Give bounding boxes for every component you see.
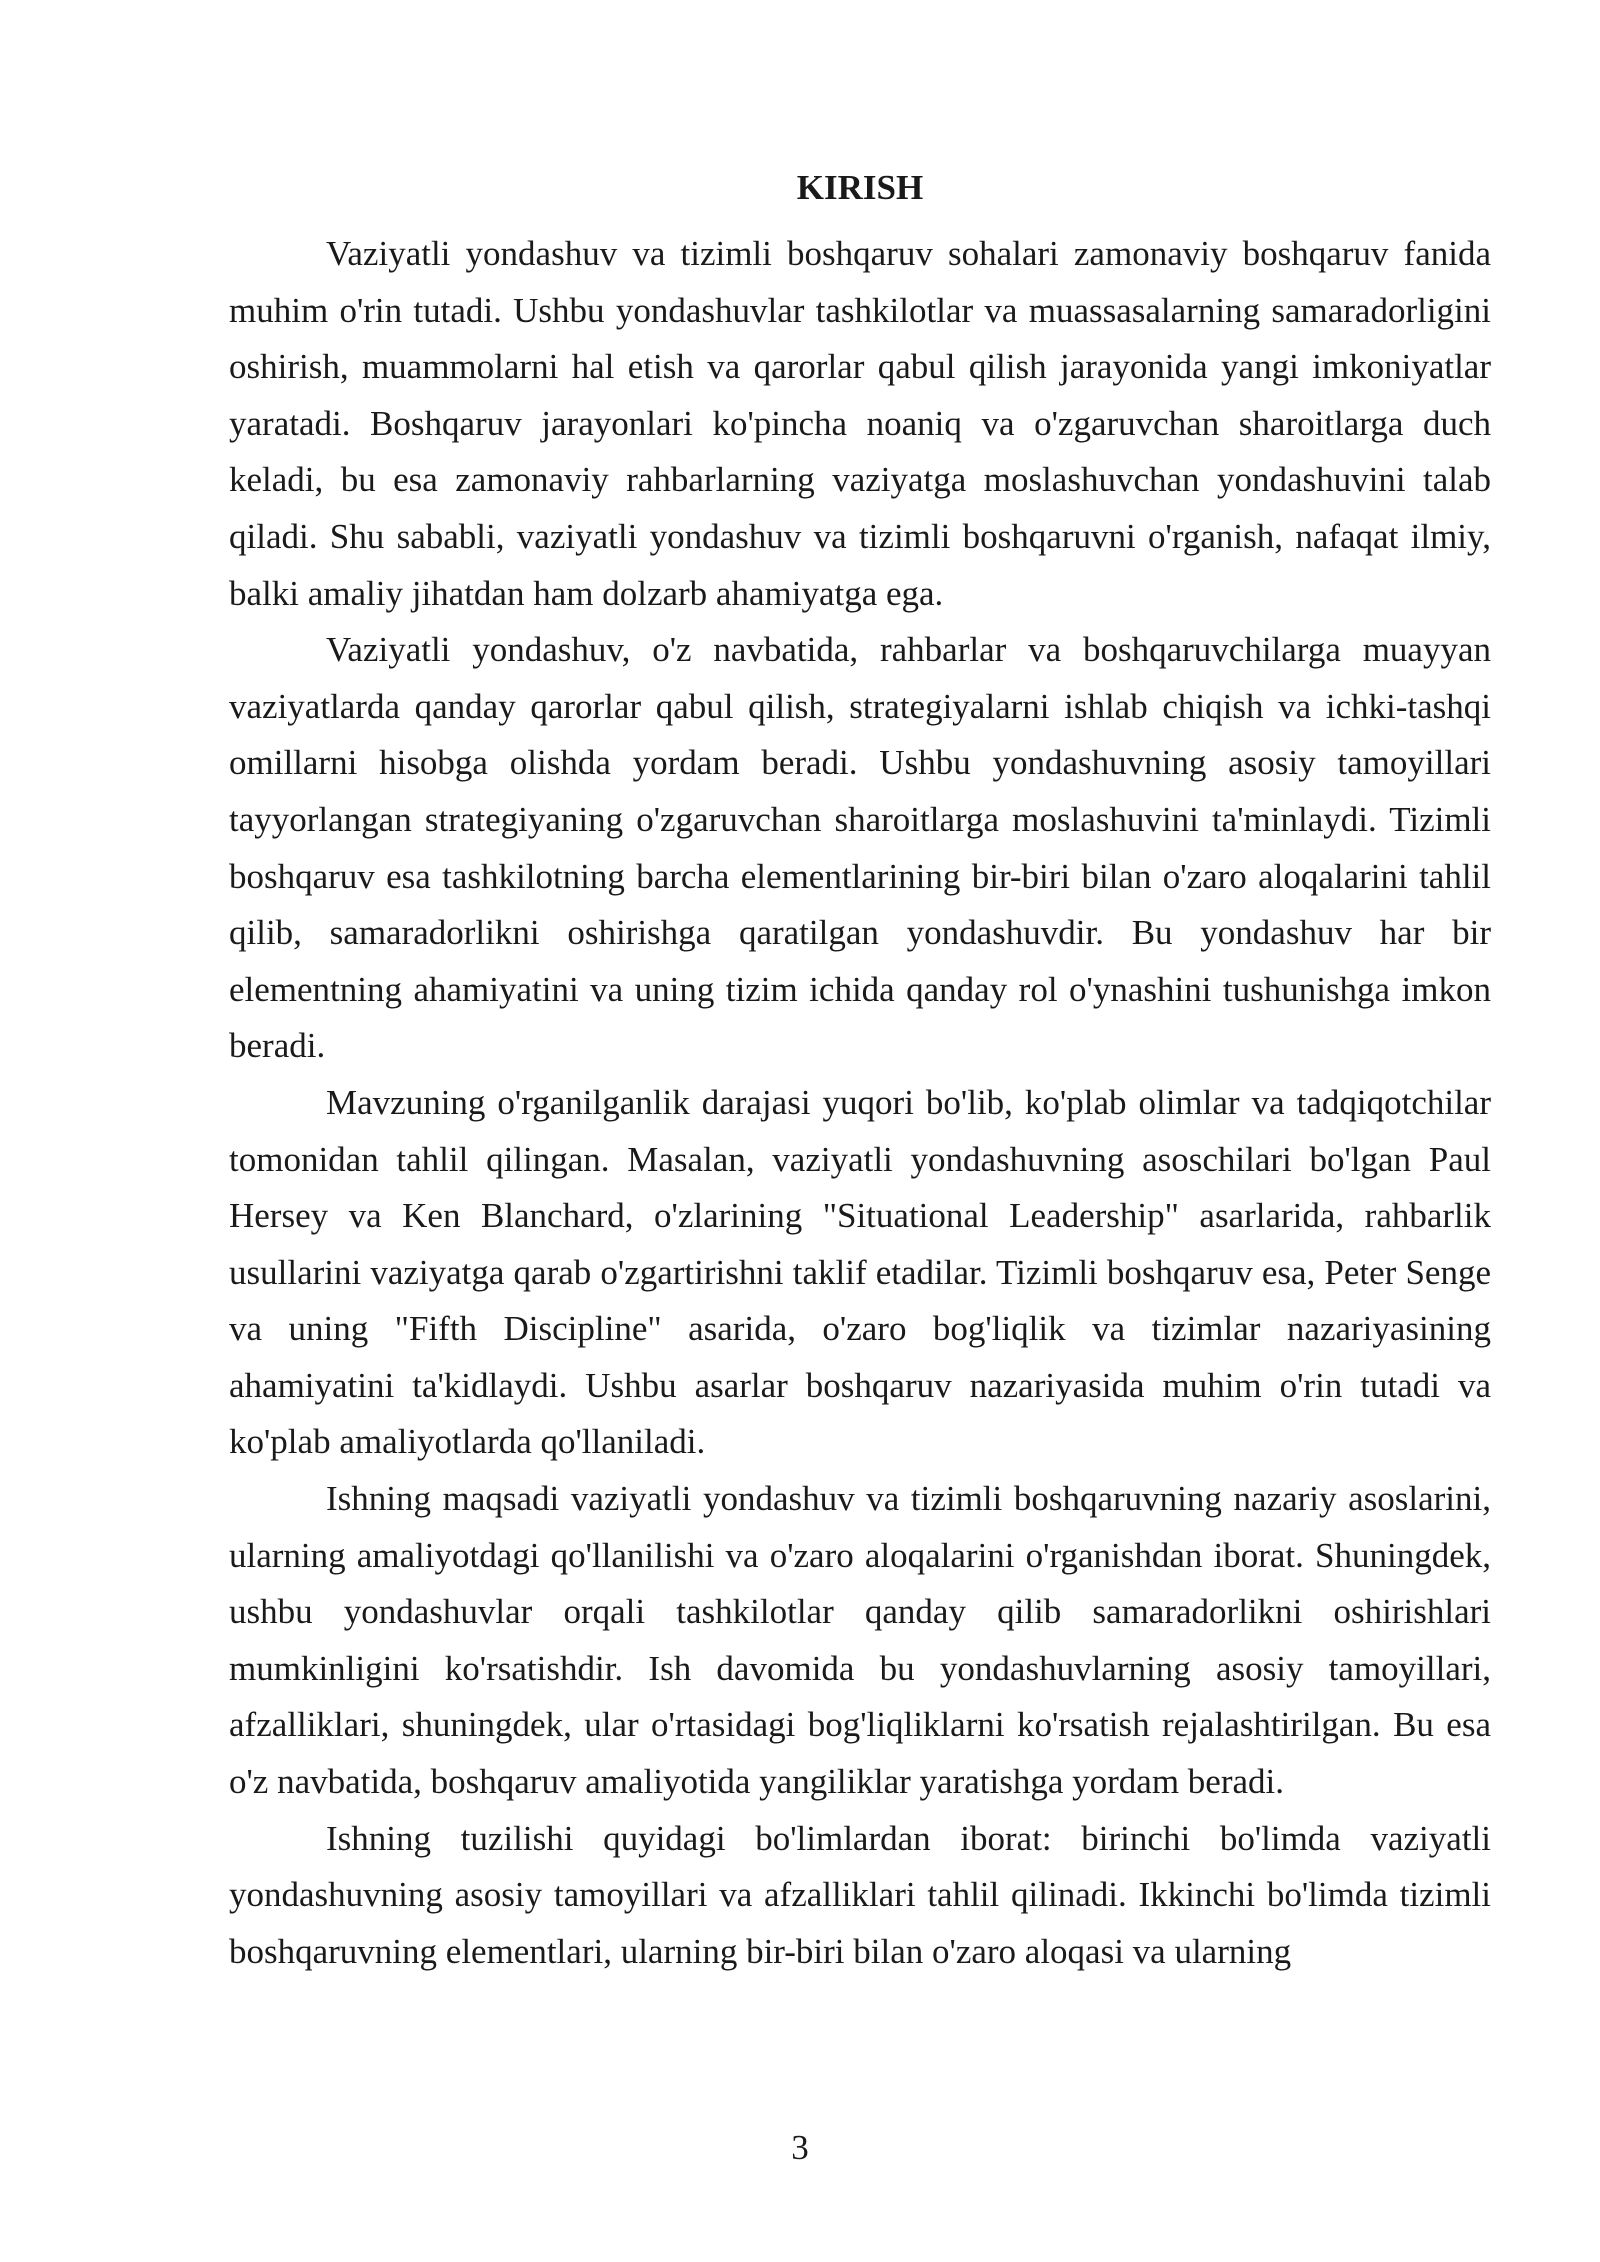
page-title: KIRISH bbox=[796, 168, 924, 207]
paragraph-2: Vaziyatli yondashuv, o'z navbatida, rahbarlar va boshqaruvchilarga muayyan vaziyatlarda qanday qarorlar qabul qilish, strategiyalarni ishlab chiqish va ichki-tashqi omillarni hisobga olishda yordam beradi. Ushbu yondashuvning asosiy tamoyillari tayyorlangan strategiyaning o'zgaruvchan sharoitlarga moslashuvini ta'minlaydi. Tizimli boshqaruv esa tashkilotning barcha elementlarining bir-biri bilan o'zaro aloqalarini tahlil qilib, samaradorlikni oshirishga qaratilgan yondashuvdir. Bu yondashuv har bir elementning ahamiyatini va uning tizim ichida qanday rol o'ynashini tushunishga imkon beradi. bbox=[229, 630, 1491, 1066]
document-page bbox=[229, 160, 1491, 1980]
paragraph-4: Ishning maqsadi vaziyatli yondashuv va tizimli boshqaruvning nazariy asoslarini, ularning amaliyotdagi qo'llanilishi va o'zaro aloqalarini o'rganishdan iborat. Shuningdek, ushbu yondashuvlar orqali tashkilotlar qanday qilib samaradorlikni oshirishlari mumkinligini ko'rsatishdir. Ish davomida bu yondashuvlarning asosiy tamoyillari, afzalliklari, shuningdek, ular o'rtasidagi bog'liqliklarni ko'rsatish rejalashtirilgan. Bu esa o'z navbatida, boshqaruv amaliyotida yangiliklar yaratishga yordam beradi. bbox=[229, 1479, 1491, 1802]
page-number: 3 bbox=[791, 2128, 809, 2167]
paragraph-3: Mavzuning o'rganilganlik darajasi yuqori bo'lib, ko'plab olimlar va tadqiqotchilar tomonidan tahlil qilingan. Masalan, vaziyatli yondashuvning asoschilari bo'lgan Paul Hersey va Ken Blanchard, o'zlarining "Situational Leadership" asarlarida, rahbarlik usullarini vaziyatga qarab o'zgartirishni taklif etadilar. Tizimli boshqaruv esa, Peter Senge va uning "Fifth Discipline" asarida, o'zaro bog'liqlik va tizimlar nazariyasining ahamiyatini ta'kidlaydi. Ushbu asarlar boshqaruv nazariyasida muhim o'rin tutadi va ko'plab amaliyotlarda qo'llaniladi. bbox=[229, 1082, 1491, 1462]
paragraph-5: Ishning tuzilishi quyidagi bo'limlardan iborat: birinchi bo'limda vaziyatli yondashuvning asosiy tamoyillari va afzalliklari tahlil qilinadi. Ikkinchi bo'limda tizimli boshqaruvning elementlari, ularning bir-biri bilan o'zaro aloqasi va ularning bbox=[229, 1818, 1491, 1971]
paragraph-1: Vaziyatli yondashuv va tizimli boshqaruv sohalari zamonaviy boshqaruv fanida muhim o'rin tutadi. Ushbu yondashuvlar tashkilotlar va muassasalarning samaradorligini oshirish, muammolarni hal etish va qarorlar qabul qilish jarayonida yangi imkoniyatlar yaratadi. Boshqaruv jarayonlari ko'pincha noaniq va o'zgaruvchan sharoitlarga duch keladi, bu esa zamonaviy rahbarlarning vaziyatga moslashuvchan yondashuvini talab qiladi. Shu sababli, vaziyatli yondashuv va tizimli boshqaruvni o'rganish, nafaqat ilmiy, balki amaliy jihatdan ham dolzarb ahamiyatga ega. bbox=[229, 234, 1491, 613]
